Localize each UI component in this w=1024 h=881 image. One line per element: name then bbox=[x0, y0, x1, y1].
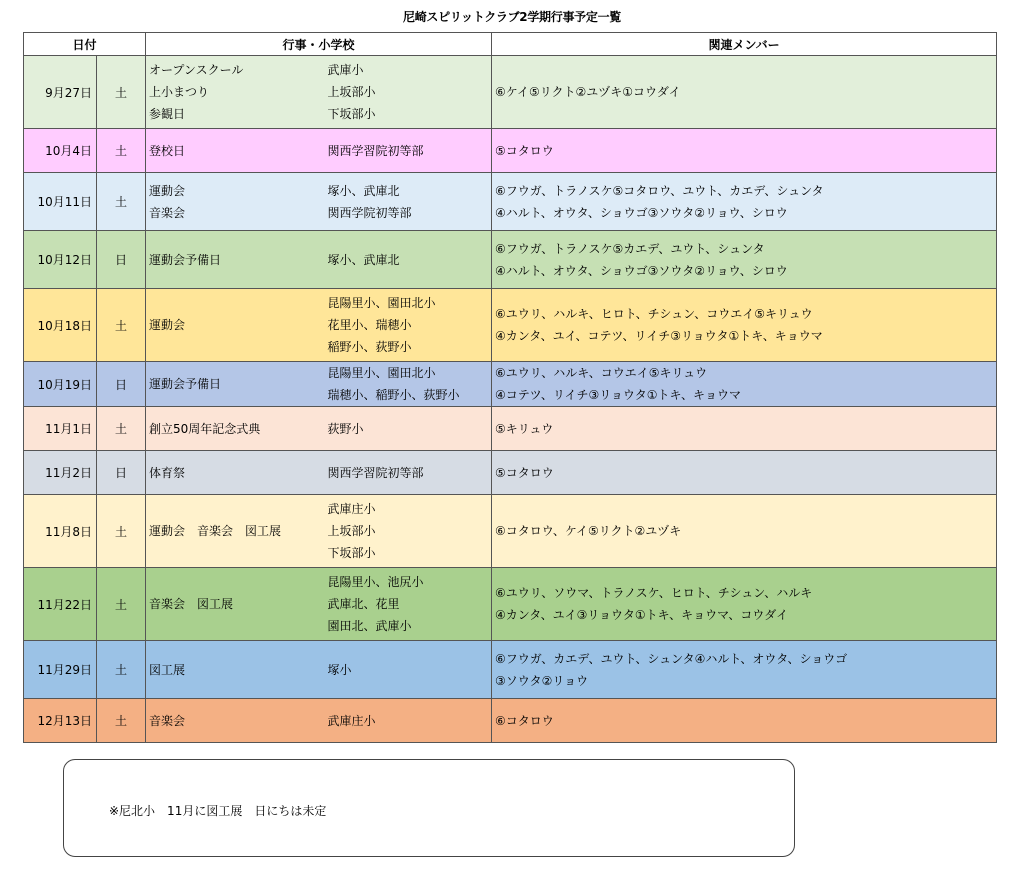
date-cell: 10月11日 bbox=[24, 173, 97, 231]
event-cell-line: 音楽会 図工展 bbox=[149, 597, 234, 611]
date-cell: 11月2日 bbox=[24, 451, 97, 495]
school-cell bbox=[325, 495, 492, 568]
schedule-table bbox=[23, 32, 997, 743]
members-cell-line: ⑥フウガ、カエデ、ユウト、シュンタ④ハルト、オウタ、ショウゴ bbox=[495, 651, 848, 666]
school-cell-line: 下坂部小 bbox=[327, 546, 376, 560]
school-cell-line: 昆陽里小、池尻小 bbox=[327, 575, 424, 589]
event-cell-line: 創立50周年記念式典 bbox=[149, 421, 261, 436]
school-cell-line: 関西学習院初等部 bbox=[327, 465, 424, 480]
date-cell: 11月8日 bbox=[24, 495, 97, 568]
school-cell-line: 上坂部小 bbox=[327, 524, 376, 538]
event-cell bbox=[146, 568, 325, 641]
members-cell-line: ⑥ケイ⑤リクト②ユヅキ①コウダイ bbox=[495, 85, 681, 99]
date-cell: 9月27日 bbox=[24, 56, 97, 129]
event-cell-line: 運動会予備日 bbox=[149, 252, 222, 267]
header-event: 行事・小学校 bbox=[146, 33, 492, 56]
members-cell bbox=[492, 699, 997, 743]
members-cell-line: ⑤キリュウ bbox=[495, 421, 554, 436]
weekday-cell: 土 bbox=[97, 495, 146, 568]
event-cell bbox=[146, 56, 325, 129]
school-cell bbox=[325, 231, 492, 289]
date-cell: 11月29日 bbox=[24, 641, 97, 699]
schedule-row bbox=[24, 699, 997, 743]
school-cell-line: 関西学習院初等部 bbox=[327, 143, 424, 158]
weekday-cell: 土 bbox=[97, 641, 146, 699]
school-cell-line: 武庫庄小 bbox=[327, 713, 376, 728]
members-cell bbox=[492, 568, 997, 641]
school-cell bbox=[325, 289, 492, 362]
event-cell bbox=[146, 495, 325, 568]
school-cell bbox=[325, 568, 492, 641]
members-cell-line: ④コテツ、リイチ③リョウタ①トキ、キョウマ bbox=[495, 388, 742, 402]
schedule-row bbox=[24, 495, 997, 568]
school-cell bbox=[325, 407, 492, 451]
members-cell-line: ⑥フウガ、トラノスケ⑤コタロウ、ユウト、カエデ、シュンタ bbox=[495, 183, 824, 198]
weekday-cell: 土 bbox=[97, 407, 146, 451]
date-cell: 11月22日 bbox=[24, 568, 97, 641]
schedule-row bbox=[24, 289, 997, 362]
school-cell bbox=[325, 362, 492, 407]
weekday-cell: 土 bbox=[97, 699, 146, 743]
event-cell-line: 図工展 bbox=[149, 662, 186, 677]
weekday-cell: 土 bbox=[97, 129, 146, 173]
members-cell-line: ⑥フウガ、トラノスケ⑤カエデ、ユウト、シュンタ bbox=[495, 241, 765, 256]
schedule-row bbox=[24, 129, 997, 173]
school-cell-line: 瑞穂小、稲野小、荻野小 bbox=[327, 388, 460, 402]
weekday-cell: 日 bbox=[97, 231, 146, 289]
school-cell-line: 武庫庄小 bbox=[327, 502, 376, 516]
members-cell bbox=[492, 289, 997, 362]
school-cell-line: 花里小、瑞穂小 bbox=[327, 318, 412, 332]
event-cell bbox=[146, 231, 325, 289]
school-cell-line: 昆陽里小、園田北小 bbox=[327, 296, 436, 310]
members-cell-line: ④カンタ、ユイ、コテツ、リイチ③リョウタ①トキ、キョウマ bbox=[495, 329, 823, 343]
members-cell-line: ⑥コタロウ、ケイ⑤リクト②ユヅキ bbox=[495, 524, 682, 538]
members-cell bbox=[492, 56, 997, 129]
event-cell-line: 音楽会 bbox=[149, 713, 186, 728]
event-cell bbox=[146, 407, 325, 451]
school-cell-line: 園田北、武庫小 bbox=[327, 619, 412, 633]
date-cell: 12月13日 bbox=[24, 699, 97, 743]
members-cell-line: ⑥コタロウ bbox=[495, 713, 554, 728]
school-cell bbox=[325, 641, 492, 699]
school-cell-line: 関西学院初等部 bbox=[327, 205, 412, 220]
event-cell bbox=[146, 362, 325, 407]
note-box bbox=[63, 759, 795, 857]
members-cell bbox=[492, 407, 997, 451]
date-cell: 11月1日 bbox=[24, 407, 97, 451]
event-cell-line: 参観日 bbox=[149, 107, 186, 121]
event-cell-line: 運動会予備日 bbox=[149, 377, 222, 391]
event-cell bbox=[146, 451, 325, 495]
school-cell-line: 昆陽里小、園田北小 bbox=[327, 366, 436, 380]
header-row bbox=[24, 33, 997, 56]
weekday-cell: 土 bbox=[97, 289, 146, 362]
school-cell-line: 塚小、武庫北 bbox=[327, 183, 400, 198]
schedule-row bbox=[24, 362, 997, 407]
school-cell bbox=[325, 129, 492, 173]
schedule-row bbox=[24, 407, 997, 451]
header-date: 日付 bbox=[24, 33, 146, 56]
members-cell-line: ③ソウタ②リョウ bbox=[495, 673, 589, 688]
weekday-cell: 日 bbox=[97, 362, 146, 407]
event-cell-line: 運動会 bbox=[149, 318, 186, 332]
event-cell-line: 登校日 bbox=[149, 143, 186, 158]
members-cell bbox=[492, 362, 997, 407]
weekday-cell: 日 bbox=[97, 451, 146, 495]
members-cell-line: ⑥ユウリ、ハルキ、コウエイ⑤キリュウ bbox=[495, 366, 708, 380]
schedule-row bbox=[24, 231, 997, 289]
school-cell-line: 下坂部小 bbox=[327, 107, 376, 121]
header-members: 関連メンバー bbox=[492, 33, 997, 56]
members-cell-line: ⑥ユウリ、ハルキ、ヒロト、チシュン、コウエイ⑤キリュウ bbox=[495, 307, 813, 321]
weekday-cell: 土 bbox=[97, 56, 146, 129]
event-cell bbox=[146, 173, 325, 231]
event-cell bbox=[146, 641, 325, 699]
members-cell bbox=[492, 173, 997, 231]
event-cell-line: 上小まつり bbox=[149, 85, 210, 99]
members-cell bbox=[492, 129, 997, 173]
school-cell-line: 上坂部小 bbox=[327, 85, 376, 99]
school-cell-line: 荻野小 bbox=[327, 421, 364, 436]
school-cell-line: 塚小、武庫北 bbox=[327, 252, 400, 267]
members-cell-line: ④ハルト、オウタ、ショウゴ③ソウタ②リョウ、シロウ bbox=[495, 205, 788, 220]
date-cell: 10月18日 bbox=[24, 289, 97, 362]
members-cell bbox=[492, 641, 997, 699]
date-cell: 10月19日 bbox=[24, 362, 97, 407]
event-cell bbox=[146, 129, 325, 173]
event-cell bbox=[146, 699, 325, 743]
event-cell-line: 運動会 音楽会 図工展 bbox=[149, 524, 282, 538]
members-cell-line: ④ハルト、オウタ、ショウゴ③ソウタ②リョウ、シロウ bbox=[495, 263, 788, 278]
school-cell bbox=[325, 173, 492, 231]
date-cell: 10月12日 bbox=[24, 231, 97, 289]
school-cell bbox=[325, 56, 492, 129]
weekday-cell: 土 bbox=[97, 568, 146, 641]
members-cell-line: ④カンタ、ユイ③リョウタ①トキ、キョウマ、コウダイ bbox=[495, 608, 789, 622]
event-cell bbox=[146, 289, 325, 362]
members-cell-line: ⑤コタロウ bbox=[495, 465, 554, 480]
school-cell-line: 武庫小 bbox=[327, 63, 364, 77]
members-cell bbox=[492, 231, 997, 289]
members-cell bbox=[492, 495, 997, 568]
schedule-row bbox=[24, 56, 997, 129]
event-cell-line: 運動会 bbox=[149, 183, 186, 198]
schedule-row bbox=[24, 641, 997, 699]
event-cell-line: 音楽会 bbox=[149, 205, 186, 220]
school-cell bbox=[325, 451, 492, 495]
schedule-row bbox=[24, 568, 997, 641]
school-cell-line: 稲野小、荻野小 bbox=[327, 340, 412, 354]
date-cell: 10月4日 bbox=[24, 129, 97, 173]
members-cell bbox=[492, 451, 997, 495]
note-text: ※尼北小 11月に図工展 日にちは未定 bbox=[109, 804, 327, 818]
event-cell-line: オープンスクール bbox=[149, 63, 244, 77]
members-cell-line: ⑥ユウリ、ソウマ、トラノスケ、ヒロト、チシュン、ハルキ bbox=[495, 586, 813, 600]
weekday-cell: 土 bbox=[97, 173, 146, 231]
event-cell-line: 体育祭 bbox=[149, 465, 186, 480]
school-cell-line: 塚小 bbox=[327, 662, 352, 677]
schedule-row bbox=[24, 451, 997, 495]
school-cell bbox=[325, 699, 492, 743]
schedule-row bbox=[24, 173, 997, 231]
page-title: 尼崎スピリットクラブ2学期行事予定一覧 bbox=[403, 10, 621, 24]
members-cell-line: ⑤コタロウ bbox=[495, 143, 554, 158]
school-cell-line: 武庫北、花里 bbox=[327, 597, 400, 611]
